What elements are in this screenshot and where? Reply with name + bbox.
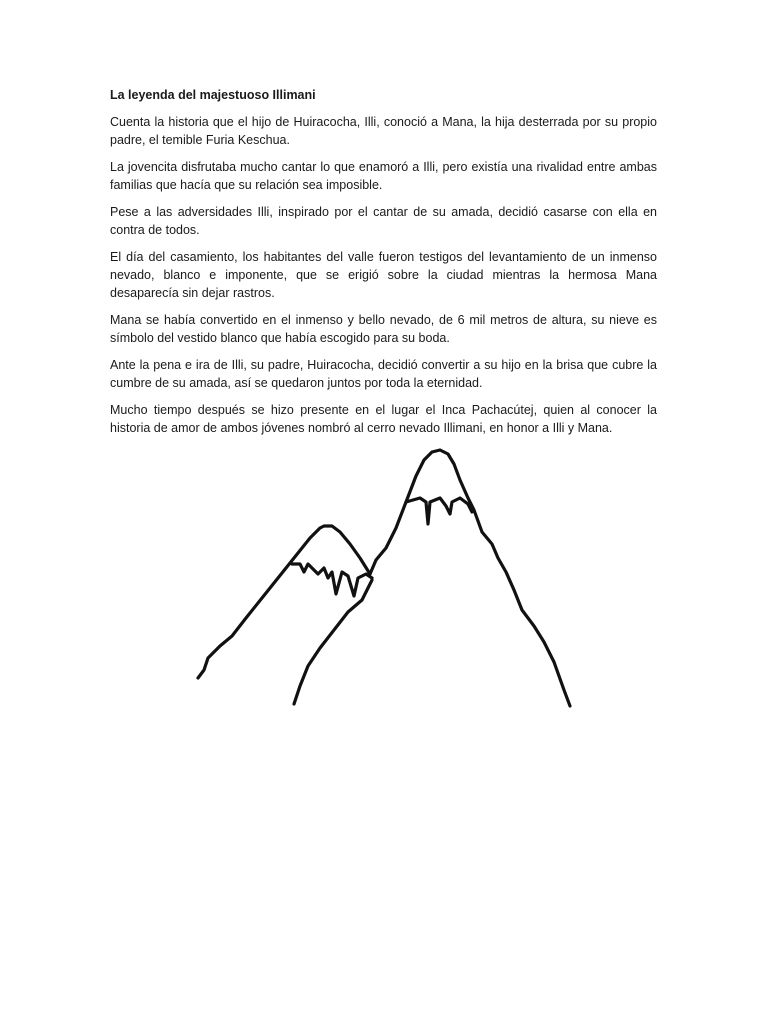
right-peak-outline xyxy=(370,450,570,706)
left-peak-snow xyxy=(292,564,372,596)
paragraph-1: Cuenta la historia que el hijo de Huiracocha, Illi, conoció a Mana, la hija desterrada por su propio padre, el temible Furia Keschua. xyxy=(110,115,657,147)
paragraph-5: Mana se había convertido en el inmenso y bello nevado, de 6 mil metros de altura, su nieve es símbolo del vestido blanco que había escogido para su boda. xyxy=(110,313,657,345)
mountains-icon xyxy=(110,440,658,708)
paragraph-3: Pese a las adversidades Illi, inspirado por el cantar de su amada, decidió casarse con ella en contra de todos. xyxy=(110,205,657,237)
paragraph-6: Ante la pena e ira de Illi, su padre, Huiracocha, decidió convertir a su hijo en la brisa que cubre la cumbre de su amada, así se quedaron juntos por toda la eternidad. xyxy=(110,358,657,390)
paragraph-2: La jovencita disfrutaba mucho cantar lo que enamoró a Illi, pero existía una rivalidad entre ambas familias que hacía que su relación sea imposible. xyxy=(110,160,657,192)
paragraph-7: Mucho tiempo después se hizo presente en el lugar el Inca Pachacútej, quien al conocer la historia de amor de ambos jóvenes nombró al cerro nevado Illimani, en honor a Illi y Mana. xyxy=(110,403,657,435)
left-peak-outline xyxy=(198,526,370,678)
document-body xyxy=(110,86,657,446)
document-title: La leyenda del majestuoso Illimani xyxy=(110,88,316,102)
right-peak-snow xyxy=(406,498,472,524)
valley-line xyxy=(294,580,372,704)
paragraph-4: El día del casamiento, los habitantes del valle fueron testigos del levantamiento de un inmenso nevado, blanco e imponente, que se erigió sobre la ciudad mientras la hermosa Mana desaparecía sin dejar rastros. xyxy=(110,250,657,300)
mountains-illustration xyxy=(110,440,658,708)
